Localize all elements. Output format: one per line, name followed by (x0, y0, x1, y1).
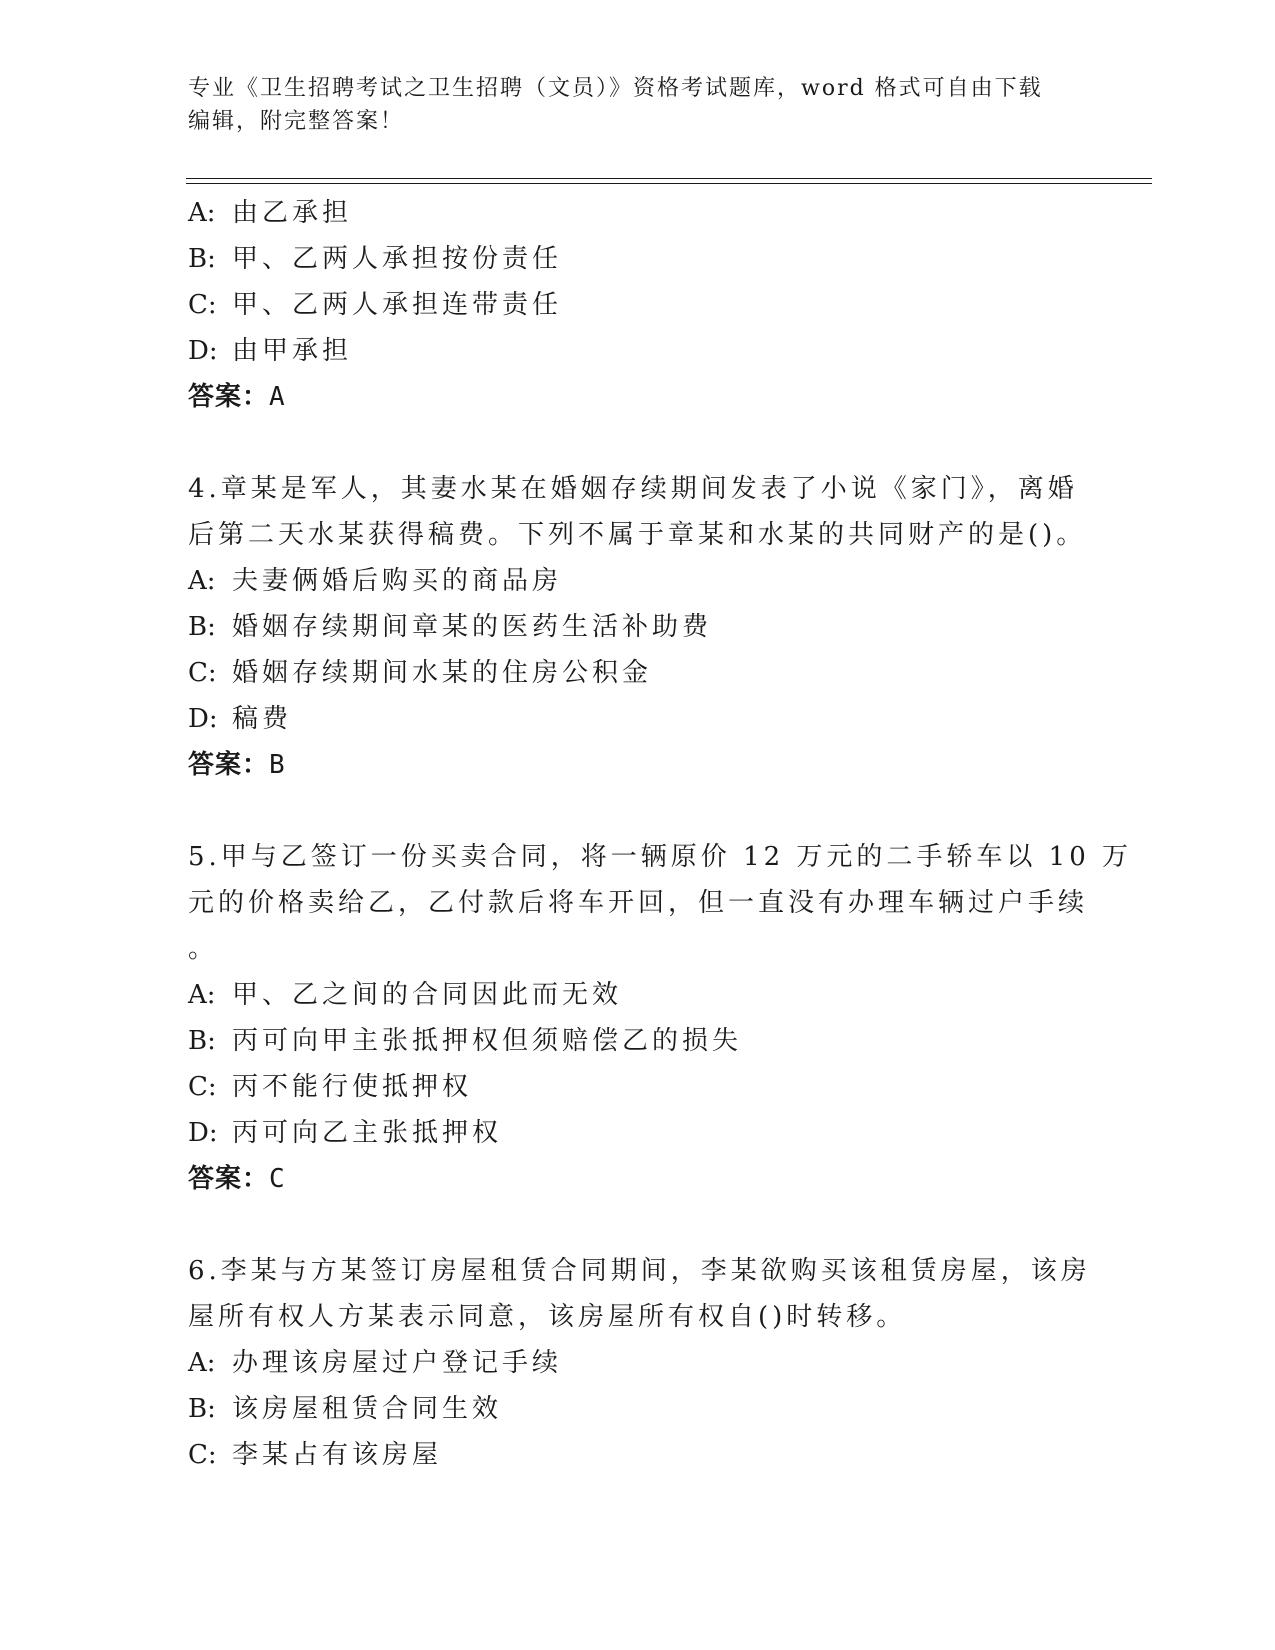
spacer (188, 420, 1088, 466)
answer-line: 答案：B (188, 750, 286, 780)
spacer (188, 1202, 1088, 1248)
question-text-line: 屋所有权人方某表示同意，该房屋所有权自()时转移。 (188, 1302, 907, 1332)
question-4 (188, 466, 1088, 788)
document-header (188, 72, 1068, 138)
question-text-line: 6.李某与方某签订房屋租赁合同期间，李某欲购买该租赁房屋，该房 (188, 1256, 1091, 1286)
spacer (188, 788, 1088, 834)
question-list (188, 190, 1133, 1478)
option-c: C: 婚姻存续期间水某的住房公积金 (188, 658, 653, 688)
option-c: C: 甲、乙两人承担连带责任 (188, 290, 563, 320)
answer-line: 答案：C (188, 1164, 286, 1194)
header-rule-bottom (186, 183, 1152, 184)
option-b: B: 丙可向甲主张抵押权但须赔偿乙的损失 (188, 1026, 743, 1056)
question-text-line: 元的价格卖给乙，乙付款后将车开回，但一直没有办理车辆过户手续 (188, 888, 1089, 918)
option-d: D: 稿费 (188, 704, 293, 734)
question-6 (188, 1248, 1091, 1478)
question-3-continued (188, 190, 1088, 420)
option-b: B: 甲、乙两人承担按份责任 (188, 244, 563, 274)
option-a: A: 甲、乙之间的合同因此而无效 (188, 980, 623, 1010)
question-text-line: 4.章某是军人，其妻水某在婚姻存续期间发表了小说《家门》，离婚 (188, 474, 1078, 504)
question-text-line: 后第二天水某获得稿费。下列不属于章某和水某的共同财产的是()。 (188, 520, 1087, 550)
header-rule-top (186, 178, 1152, 179)
option-b: B: 婚姻存续期间章某的医药生活补助费 (188, 612, 713, 642)
option-a: A: 办理该房屋过户登记手续 (188, 1348, 563, 1378)
header-line-2: 编辑，附完整答案！ (188, 109, 405, 134)
option-a: A: 夫妻俩婚后购买的商品房 (188, 566, 563, 596)
option-c: C: 丙不能行使抵押权 (188, 1072, 473, 1102)
answer-line: 答案：A (188, 382, 286, 412)
option-c: C: 李某占有该房屋 (188, 1440, 443, 1470)
question-text-line: 5.甲与乙签订一份买卖合同，将一辆原价 12 万元的二手轿车以 10 万 (188, 842, 1133, 872)
option-a: A: 由乙承担 (188, 198, 353, 228)
header-line-1: 专业《卫生招聘考试之卫生招聘（文员）》资格考试题库，word 格式可自由下载 (188, 76, 1043, 101)
option-b: B: 该房屋租赁合同生效 (188, 1394, 503, 1424)
question-5 (188, 834, 1133, 1202)
question-text-line: 。 (188, 934, 219, 964)
option-d: D: 丙可向乙主张抵押权 (188, 1118, 503, 1148)
option-d: D: 由甲承担 (188, 336, 353, 366)
